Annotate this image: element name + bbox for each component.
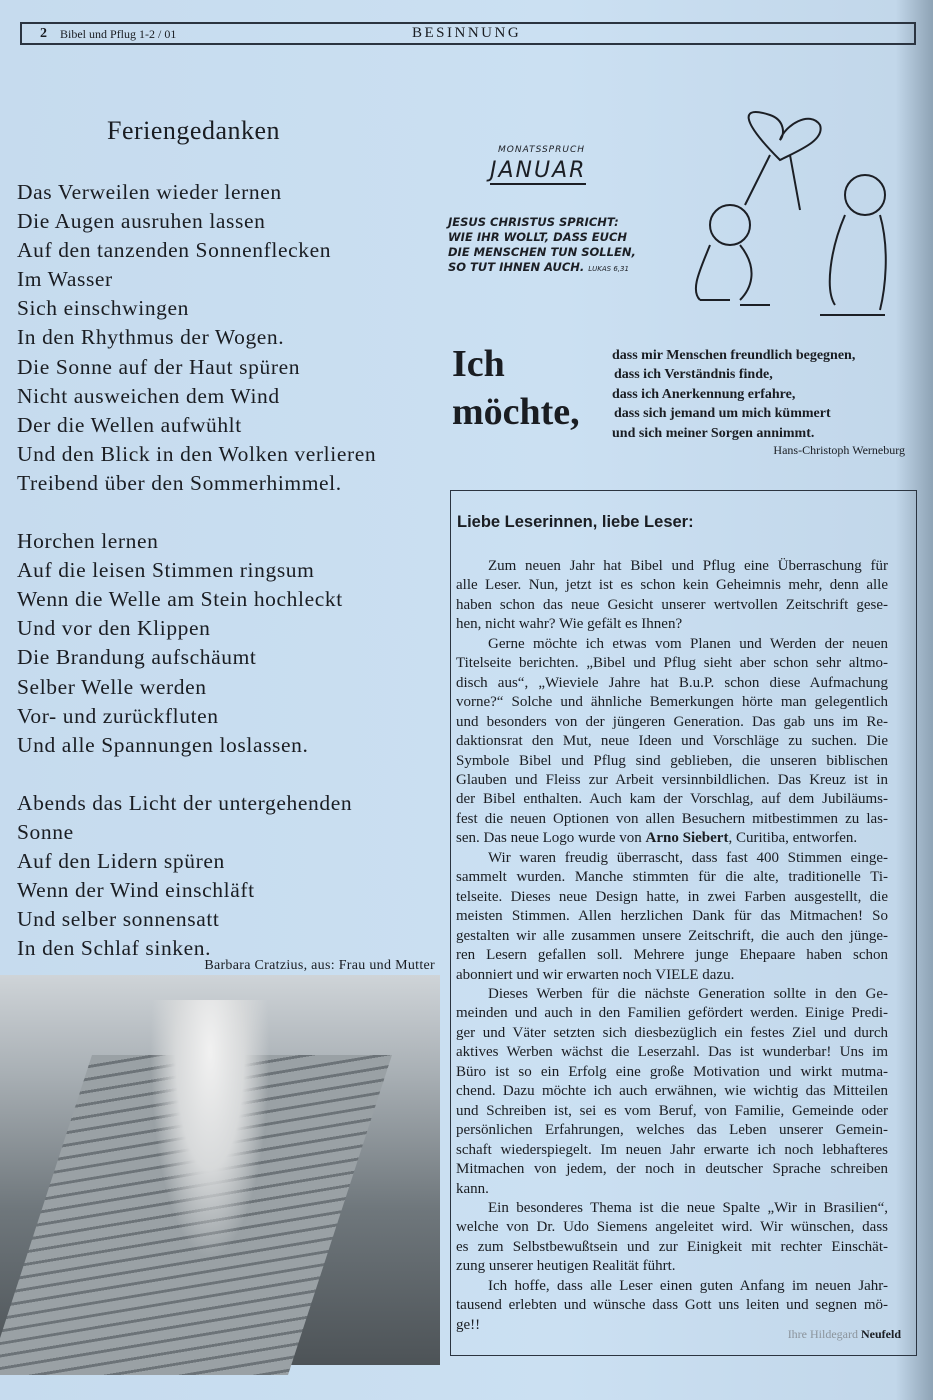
poem-line: Wenn der Wind einschläft: [17, 878, 255, 903]
poem-attribution: Barbara Cratzius, aus: Frau und Mutter: [204, 958, 435, 973]
letter-line: Ich hoffe, dass alle Leser einen guten Anfang im neuen Jahr-: [488, 1277, 888, 1294]
letter-line: es zum Selbstbewußtsein und zur Einigkeit mit rechter Einschät-: [456, 1238, 888, 1255]
stanza-gap: [17, 498, 376, 527]
photo-woman-on-pier: [0, 975, 440, 1365]
poem-line: Die Augen ausruhen lassen: [17, 209, 266, 234]
heart-balloon-icon: [749, 112, 821, 160]
wish-line: dass ich Anerkennung erfahre,: [612, 386, 796, 402]
letter-heading: Liebe Leserinnen, liebe Leser:: [457, 513, 694, 531]
poem-line: Und den Blick in den Wolken verlieren: [17, 441, 377, 466]
letter-line: ger und Väter setzten sich diesbezüglich ein festes Ziel und durch: [456, 1024, 888, 1041]
letter-line: kann.: [456, 1180, 489, 1197]
poem-body: [17, 178, 376, 963]
letter-line: zung unserer heutigen Realität führt.: [456, 1258, 676, 1275]
cartoon-month: JANUAR: [490, 158, 587, 183]
woman-figure-image: [150, 1000, 270, 1260]
poem-line: Abends das Licht der untergehenden: [17, 790, 353, 815]
letter-line: Glauben und Fleiss zur Arbeit versinnbildlichen. Das Kreuz ist in: [456, 771, 888, 788]
poem-line: Und selber sonnensatt: [17, 907, 220, 932]
letter-line: Symbole Bibel und Pflug sind geblieben, die unseren biblischen: [456, 752, 888, 769]
letter-line: welche von Dr. Udo Siemens angeleitet wird. Wir wünschen, dass: [456, 1219, 888, 1236]
letter-text: , Curitiba, entworfen.: [728, 830, 858, 847]
poem-line: Treibend über den Sommerhimmel.: [17, 470, 342, 495]
letter-line: der Bibel enthalten. Auch kam der Vorschlag, auf dem Jubiläums-: [456, 791, 888, 808]
poem-line: Das Verweilen wieder lernen: [17, 180, 282, 204]
letter-text: sen. Das neue Logo wurde von: [456, 830, 646, 847]
monthly-verse-cartoon: [440, 100, 910, 330]
letter-line: sammelt wurden. Manche stimmten für die alte, traditionelle Ti-: [456, 869, 888, 886]
section-title: BESINNUNG: [412, 25, 522, 41]
poem-line: Und vor den Klippen: [17, 616, 211, 641]
poem-line: Im Wasser: [17, 267, 113, 292]
letter-line: alle Leser. Nun, jetzt ist es schon kein Geheimnis mehr, denn alle: [456, 577, 888, 594]
verse-line: WIE IHR WOLLT, DASS EUCH: [448, 230, 628, 244]
letter-body: [456, 557, 888, 1335]
wish-heading-line: möchte,: [452, 391, 580, 433]
cartoon-drawing: [440, 100, 910, 330]
letter-line: Zum neuen Jahr hat Bibel und Pflug eine Überraschung für: [488, 558, 888, 574]
poem-line: Sonne: [17, 819, 74, 844]
verse-line: DIE MENSCHEN TUN SOLLEN,: [448, 245, 636, 259]
letter-line: und besonders von der jüngeren Generation. Das gab uns im Re-: [456, 713, 888, 730]
poem-line: Und alle Spannungen loslassen.: [17, 732, 309, 757]
letter-line: disch aus“, „Wieviele Jahre hat B.u.P. schon diese Aufmachung: [456, 674, 888, 691]
letter-line: meinden und auch in den Familien gefördert werden. Einige Predi-: [456, 1005, 888, 1022]
poem-line: Selber Welle werden: [17, 674, 207, 699]
letter-line: [456, 829, 888, 848]
letter-line: und Schreiben ist, sei es vom Beruf, von Familie, Gemeinde oder: [456, 1102, 888, 1119]
poem-line: Sich einschwingen: [17, 296, 190, 321]
letter-line: daktionsrat den Mut, neue Ideen und Vorschläge zu suchen. Die: [456, 733, 888, 750]
letter-line: telseite. Dieses neue Design hatte, in zwei Farben ausgestellt, die: [456, 888, 888, 905]
letter-line: Wir waren freudig überrascht, dass fast 400 Stimmen einge-: [488, 849, 888, 866]
letter-line: hen, nicht wahr? Wie gefält es Ihnen?: [456, 616, 683, 633]
wish-attribution: Hans-Christoph Werneburg: [773, 443, 905, 457]
letter-line: aktives Werben wächst die Leserzahl. Das ist wunderbar! Uns im: [456, 1044, 888, 1061]
child-figure-right: [845, 175, 885, 215]
letter-line: fest die neuen Optionen von allen Besuchern mitbestimmen zu las-: [456, 810, 888, 827]
verse-line: JESUS CHRISTUS SPRICHT:: [448, 215, 619, 229]
letter-line: abonniert und wir erwarten noch VIELE dazu.: [456, 966, 735, 983]
page-header: [20, 22, 916, 45]
letter-line: tausend erlebten und wünsche dass Gott uns leiten und segnen mö-: [456, 1297, 888, 1314]
poem-line: In den Schlaf sinken.: [17, 936, 212, 961]
poem-line: Auf den tanzenden Sonnenflecken: [17, 238, 332, 263]
poem-line: Nicht ausweichen dem Wind: [17, 383, 280, 408]
wish-line: dass ich Verständnis finde,: [614, 367, 773, 383]
letter-line: Gerne möchte ich etwas vom Planen und Werden der neuen: [488, 635, 888, 652]
poem-line: In den Rhythmus der Wogen.: [17, 325, 285, 350]
magazine-issue: Bibel und Pflug 1-2 / 01: [60, 27, 177, 41]
poem-line: Auf den Lidern spüren: [17, 848, 225, 873]
signature-greeting: Ihre Hildegard: [787, 1327, 861, 1341]
poem-line: Vor- und zurückfluten: [17, 703, 219, 728]
letter-line: Dieses Werben für die nächste Generation sollte in den Ge-: [488, 985, 888, 1002]
poem-line: Wenn die Welle am Stein hochleckt: [17, 587, 343, 612]
wish-line: dass mir Menschen freundlich begegnen,: [612, 348, 856, 363]
letter-line: Ein besonderes Thema ist die neue Spalte „Wir in Brasilien“,: [488, 1199, 888, 1216]
wish-lines: [612, 346, 855, 443]
letter-line: gestalten wir alle zusammen unsere Zeitschrift, die auch den jünge-: [456, 927, 888, 944]
letter-line: Büro ist so ein Erfolg eine große Motivation und wirkt mutma-: [456, 1063, 888, 1080]
verse-text: SO TUT IHNEN AUCH.: [448, 260, 585, 274]
poem-line: Auf die leisen Stimmen ringsum: [17, 558, 315, 583]
letter-line: Mitmachen von jedem, der noch in deutscher Sprache schreiben: [456, 1161, 888, 1178]
letter-line: Titelseite berichten. „Bibel und Pflug sieht aber schon sehr altmo-: [456, 655, 888, 672]
poem-line: Die Brandung aufschäumt: [17, 645, 257, 670]
wish-heading-line: Ich: [452, 343, 505, 385]
letter-line: vorne?“ Solche und ähnliche Bemerkungen hörte man gelegentlich: [456, 694, 888, 711]
signature-surname: Neufeld: [861, 1327, 901, 1341]
verse-reference: LUKAS 6,31: [588, 265, 629, 273]
letter-line: haben schon das neue Gesicht unserer wertvollen Zeitschrift gese-: [456, 596, 888, 613]
child-figure-left: [710, 205, 750, 245]
page-number: 2: [40, 26, 47, 41]
poem-line: Die Sonne auf der Haut spüren: [17, 354, 301, 379]
letter-line: persönlichen Erfahrungen, welches das Leben unserer Gemein-: [456, 1122, 888, 1139]
wish-line: dass sich jemand um mich kümmert: [614, 406, 831, 422]
designer-name: Arno Siebert: [645, 830, 729, 847]
poem-line: Der die Wellen aufwühlt: [17, 412, 242, 437]
letter-signature: [788, 1327, 901, 1342]
stanza-gap: [17, 760, 376, 789]
letter-line: schaft wiederspiegelt. Im neuen Jahr erwarte ich noch lebhafteres: [456, 1141, 888, 1158]
poem-line: Horchen lernen: [17, 529, 159, 554]
poem-title: Feriengedanken: [107, 116, 281, 145]
wish-heading: [452, 340, 580, 436]
letter-line: ge!!: [456, 1316, 481, 1333]
editorial-letter-box: [450, 490, 917, 1356]
letter-line: meisten Stimmen. Allen herzlichen Dank für das Mitmachen! So: [456, 908, 888, 925]
cartoon-label: MONATSSPRUCH: [498, 145, 586, 155]
wish-line: und sich meiner Sorgen annimmt.: [612, 425, 815, 441]
letter-line: chend. Dazu möchte ich auch erwähnen, wie wichtig das Mitteilen: [456, 1083, 888, 1100]
letter-line: ren Lesern gefallen soll. Mehrere junge Ehepaare haben schon: [456, 947, 888, 964]
